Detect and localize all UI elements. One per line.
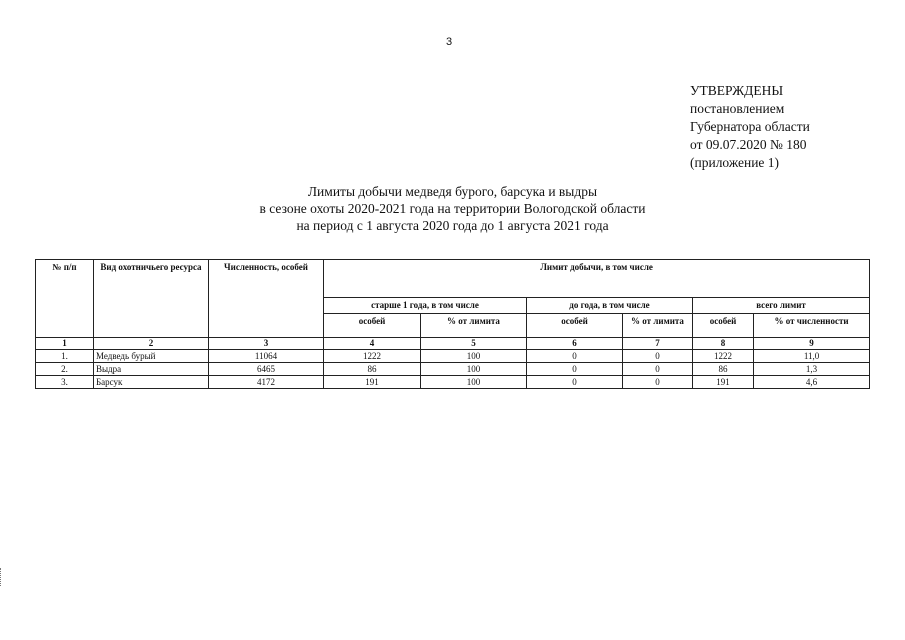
header-total-count: особей — [693, 314, 754, 338]
header-total-pct: % от численности — [754, 314, 870, 338]
header-limit: Лимит добычи, в том числе — [324, 260, 870, 298]
cell-total-pct: 11,0 — [754, 350, 870, 363]
title-line: Лимиты добычи медведя бурого, барсука и выдры — [307, 184, 598, 199]
title-line: в сезоне охоты 2020-2021 года на территории Вологодской области — [259, 201, 646, 216]
cell-num: 2. — [36, 363, 94, 376]
cell-population: 6465 — [209, 363, 324, 376]
header-num: № п/п — [36, 260, 94, 338]
column-number: 2 — [94, 338, 209, 350]
column-number: 1 — [36, 338, 94, 350]
title-line: на период с 1 августа 2020 года до 1 августа 2021 года — [296, 218, 609, 233]
cell-young-pct: 0 — [623, 350, 693, 363]
cell-resource: Медведь бурый — [94, 350, 209, 363]
cell-young-pct: 0 — [623, 363, 693, 376]
header-resource: Вид охотничьего ресурса — [94, 260, 209, 338]
column-number-row — [36, 338, 870, 350]
cell-resource: Барсук — [94, 376, 209, 389]
header-population: Численность, особей — [209, 260, 324, 338]
header-young-count: особей — [527, 314, 623, 338]
cell-older-pct: 100 — [421, 363, 527, 376]
cell-older-pct: 100 — [421, 376, 527, 389]
cell-older-count: 86 — [324, 363, 421, 376]
header-older-pct: % от лимита — [421, 314, 527, 338]
cell-num: 3. — [36, 376, 94, 389]
cell-young-pct: 0 — [623, 376, 693, 389]
header-older: старше 1 года, в том числе — [324, 298, 527, 314]
header-older-count: особей — [324, 314, 421, 338]
approval-line: Губернатора области — [690, 119, 810, 134]
document-title — [200, 183, 705, 234]
column-number: 3 — [209, 338, 324, 350]
column-number: 8 — [693, 338, 754, 350]
column-number: 5 — [421, 338, 527, 350]
header-young: до года, в том числе — [527, 298, 693, 314]
scan-edge-mark — [0, 568, 4, 586]
column-number: 7 — [623, 338, 693, 350]
cell-total-count: 86 — [693, 363, 754, 376]
cell-young-count: 0 — [527, 350, 623, 363]
cell-total-pct: 1,3 — [754, 363, 870, 376]
cell-older-pct: 100 — [421, 350, 527, 363]
header-young-pct: % от лимита — [623, 314, 693, 338]
approval-line: (приложение 1) — [690, 155, 780, 170]
cell-young-count: 0 — [527, 363, 623, 376]
header-total: всего лимит — [693, 298, 870, 314]
column-number: 9 — [754, 338, 870, 350]
column-number: 4 — [324, 338, 421, 350]
table-row — [36, 363, 870, 376]
approval-block — [690, 82, 810, 172]
cell-population: 11064 — [209, 350, 324, 363]
cell-total-count: 1222 — [693, 350, 754, 363]
table-row — [36, 350, 870, 363]
page-number: 3 — [446, 36, 453, 48]
approval-line: от 09.07.2020 № 180 — [690, 137, 807, 152]
table-row — [36, 376, 870, 389]
cell-total-count: 191 — [693, 376, 754, 389]
cell-young-count: 0 — [527, 376, 623, 389]
limits-table — [35, 259, 870, 389]
cell-num: 1. — [36, 350, 94, 363]
column-number: 6 — [527, 338, 623, 350]
cell-older-count: 1222 — [324, 350, 421, 363]
cell-population: 4172 — [209, 376, 324, 389]
approval-line: постановлением — [690, 101, 785, 116]
approval-line: УТВЕРЖДЕНЫ — [690, 83, 784, 98]
cell-older-count: 191 — [324, 376, 421, 389]
cell-total-pct: 4,6 — [754, 376, 870, 389]
cell-resource: Выдра — [94, 363, 209, 376]
